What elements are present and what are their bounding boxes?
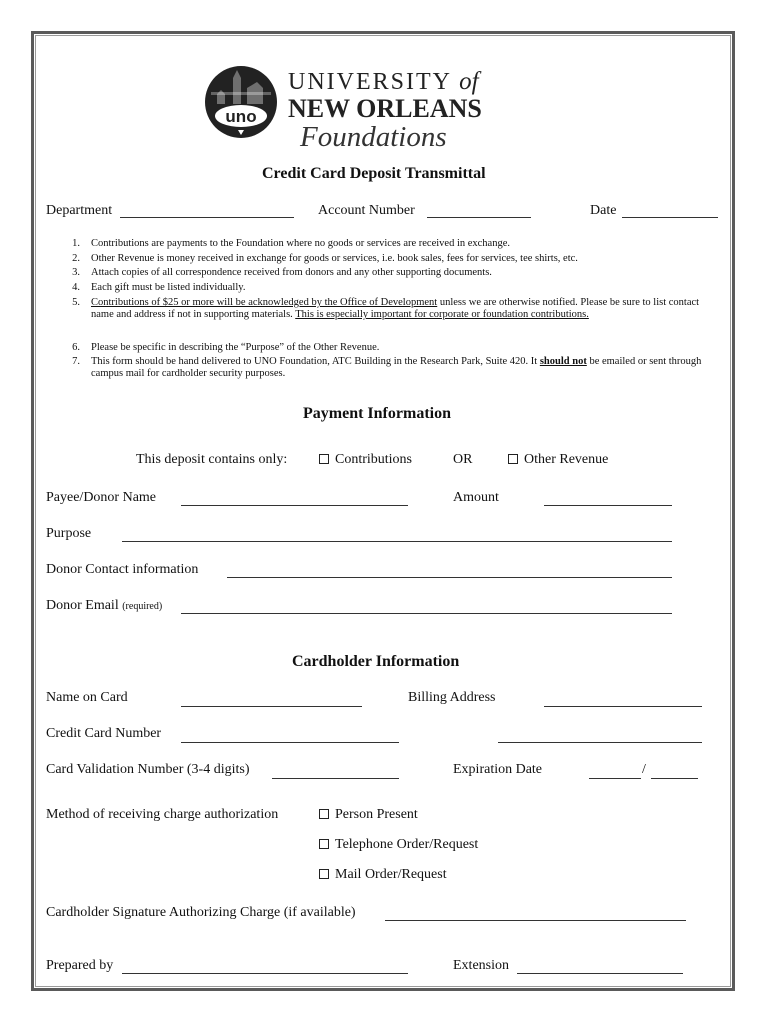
method-option-mail[interactable]: Mail Order/Request <box>319 867 447 883</box>
contact-field[interactable] <box>227 577 672 578</box>
signature-field[interactable] <box>385 920 686 921</box>
credit-card-number-label: Credit Card Number <box>46 726 162 741</box>
or-label: OR <box>453 452 473 467</box>
expiration-month-field[interactable] <box>589 778 641 779</box>
account-number-field[interactable] <box>427 217 531 218</box>
amount-label: Amount <box>453 490 499 505</box>
telephone-checkbox[interactable] <box>319 839 329 849</box>
person-present-checkbox[interactable] <box>319 809 329 819</box>
payee-label: Payee/Donor Name <box>46 490 157 505</box>
expiration-year-field[interactable] <box>651 778 698 779</box>
other-revenue-checkbox[interactable] <box>508 454 518 464</box>
purpose-label: Purpose <box>46 526 92 541</box>
method-option-telephone[interactable]: Telephone Order/Request <box>319 837 478 853</box>
purpose-field[interactable] <box>122 541 672 542</box>
svg-text:uno: uno <box>225 107 257 126</box>
logo-line-university: UNIVERSITY of <box>288 68 479 95</box>
contact-label: Donor Contact information <box>46 562 199 577</box>
extension-label: Extension <box>453 958 509 973</box>
department-field[interactable] <box>120 217 294 218</box>
deposit-contains-label: This deposit contains only: <box>136 452 288 467</box>
contributions-option[interactable]: Contributions <box>319 452 412 468</box>
date-label: Date <box>590 203 617 218</box>
amount-field[interactable] <box>544 505 672 506</box>
logo-line-foundations: Foundations <box>300 121 447 153</box>
logo-line-new-orleans: NEW ORLEANS <box>288 94 482 123</box>
prepared-by-label: Prepared by <box>46 958 114 973</box>
payment-section-heading: Payment Information <box>303 405 451 422</box>
cvn-label: Card Validation Number (3-4 digits) <box>46 762 250 777</box>
billing-address-line2-field[interactable] <box>498 742 702 743</box>
billing-address-field[interactable] <box>544 706 702 707</box>
contributions-checkbox[interactable] <box>319 454 329 464</box>
prepared-by-field[interactable] <box>122 973 408 974</box>
credit-card-number-field[interactable] <box>181 742 399 743</box>
payee-field[interactable] <box>181 505 408 506</box>
other-revenue-option[interactable]: Other Revenue <box>508 452 608 468</box>
signature-label: Cardholder Signature Authorizing Charge (if available) <box>46 905 356 920</box>
form-title: Credit Card Deposit Transmittal <box>262 165 486 182</box>
uno-emblem-logo <box>203 64 279 140</box>
department-label: Department <box>46 203 113 218</box>
billing-address-label: Billing Address <box>408 690 496 705</box>
cardholder-section-heading: Cardholder Information <box>292 653 460 670</box>
email-label: Donor Email (required) <box>46 598 163 613</box>
method-option-person-present[interactable]: Person Present <box>319 807 418 823</box>
date-field[interactable] <box>622 217 718 218</box>
method-label: Method of receiving charge authorization <box>46 807 279 822</box>
expiration-label: Expiration Date <box>453 762 543 777</box>
account-number-label: Account Number <box>318 203 415 218</box>
mail-checkbox[interactable] <box>319 869 329 879</box>
expiration-separator: / <box>642 762 646 777</box>
name-on-card-field[interactable] <box>181 706 362 707</box>
cvn-field[interactable] <box>272 778 399 779</box>
name-on-card-label: Name on Card <box>46 690 128 705</box>
extension-field[interactable] <box>517 973 683 974</box>
email-field[interactable] <box>181 613 672 614</box>
